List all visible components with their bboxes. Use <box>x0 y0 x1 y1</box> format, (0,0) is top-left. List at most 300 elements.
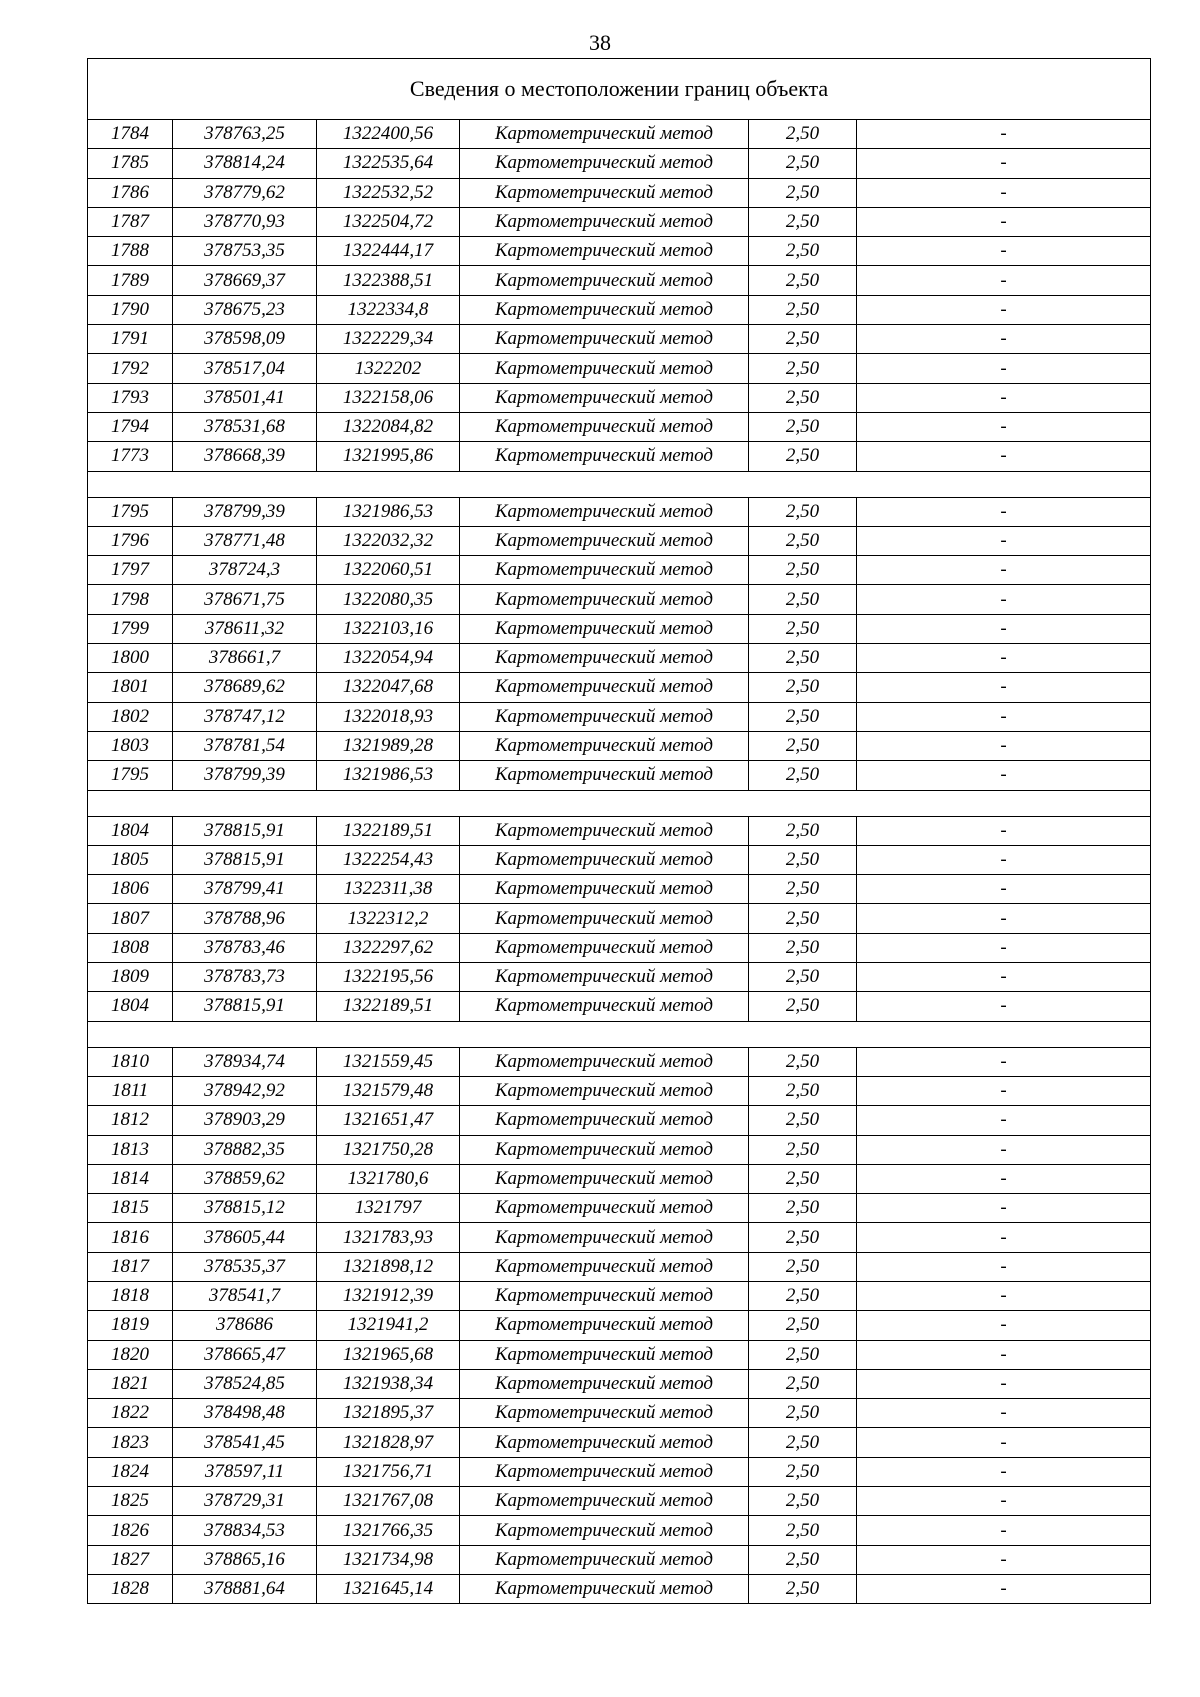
table-row <box>88 1076 1151 1105</box>
y-coordinate-cell: 1321938,34 <box>317 1369 460 1398</box>
accuracy-cell: 2,50 <box>749 1194 857 1223</box>
method-cell: Картометрический метод <box>460 1487 749 1516</box>
table-row <box>88 556 1151 585</box>
accuracy-cell: 2,50 <box>749 1369 857 1398</box>
y-coordinate-cell: 1321579,48 <box>317 1076 460 1105</box>
accuracy-cell: 2,50 <box>749 383 857 412</box>
point-number-cell: 1792 <box>88 354 173 383</box>
method-cell: Картометрический метод <box>460 1194 749 1223</box>
y-coordinate-cell: 1322504,72 <box>317 207 460 236</box>
point-number-cell: 1790 <box>88 295 173 324</box>
y-coordinate-cell: 1322084,82 <box>317 412 460 441</box>
accuracy-cell: 2,50 <box>749 963 857 992</box>
accuracy-cell: 2,50 <box>749 1106 857 1135</box>
description-cell: - <box>857 933 1151 962</box>
y-coordinate-cell: 1322535,64 <box>317 149 460 178</box>
x-coordinate-cell: 378942,92 <box>173 1076 317 1105</box>
table-row <box>88 1281 1151 1310</box>
x-coordinate-cell: 378815,91 <box>173 992 317 1021</box>
point-number-cell: 1787 <box>88 207 173 236</box>
y-coordinate-cell: 1322444,17 <box>317 237 460 266</box>
x-coordinate-cell: 378859,62 <box>173 1164 317 1193</box>
method-cell: Картометрический метод <box>460 497 749 526</box>
method-cell: Картометрический метод <box>460 731 749 760</box>
x-coordinate-cell: 378815,91 <box>173 816 317 845</box>
table-row <box>88 644 1151 673</box>
method-cell: Картометрический метод <box>460 933 749 962</box>
accuracy-cell: 2,50 <box>749 1076 857 1105</box>
contour-separator-row <box>88 471 1151 497</box>
description-cell: - <box>857 497 1151 526</box>
accuracy-cell: 2,50 <box>749 120 857 149</box>
description-cell: - <box>857 412 1151 441</box>
y-coordinate-cell: 1321766,35 <box>317 1516 460 1545</box>
method-cell: Картометрический метод <box>460 1311 749 1340</box>
accuracy-cell: 2,50 <box>749 933 857 962</box>
x-coordinate-cell: 378934,74 <box>173 1047 317 1076</box>
x-coordinate-cell: 378865,16 <box>173 1545 317 1574</box>
y-coordinate-cell: 1321756,71 <box>317 1457 460 1486</box>
y-coordinate-cell: 1321828,97 <box>317 1428 460 1457</box>
accuracy-cell: 2,50 <box>749 702 857 731</box>
y-coordinate-cell: 1321750,28 <box>317 1135 460 1164</box>
description-cell: - <box>857 120 1151 149</box>
method-cell: Картометрический метод <box>460 325 749 354</box>
table-row <box>88 497 1151 526</box>
x-coordinate-cell: 378686 <box>173 1311 317 1340</box>
table-row <box>88 1194 1151 1223</box>
point-number-cell: 1785 <box>88 149 173 178</box>
method-cell: Картометрический метод <box>460 1252 749 1281</box>
description-cell: - <box>857 1311 1151 1340</box>
method-cell: Картометрический метод <box>460 1516 749 1545</box>
point-number-cell: 1799 <box>88 614 173 643</box>
x-coordinate-cell: 378498,48 <box>173 1399 317 1428</box>
description-cell: - <box>857 295 1151 324</box>
description-cell: - <box>857 1369 1151 1398</box>
method-cell: Картометрический метод <box>460 1135 749 1164</box>
y-coordinate-cell: 1321912,39 <box>317 1281 460 1310</box>
point-number-cell: 1795 <box>88 761 173 790</box>
y-coordinate-cell: 1322312,2 <box>317 904 460 933</box>
y-coordinate-cell: 1321898,12 <box>317 1252 460 1281</box>
y-coordinate-cell: 1321651,47 <box>317 1106 460 1135</box>
method-cell: Картометрический метод <box>460 1428 749 1457</box>
x-coordinate-cell: 378665,47 <box>173 1340 317 1369</box>
x-coordinate-cell: 378781,54 <box>173 731 317 760</box>
method-cell: Картометрический метод <box>460 644 749 673</box>
table-row <box>88 904 1151 933</box>
method-cell: Картометрический метод <box>460 1545 749 1574</box>
method-cell: Картометрический метод <box>460 1369 749 1398</box>
y-coordinate-cell: 1322103,16 <box>317 614 460 643</box>
description-cell: - <box>857 1135 1151 1164</box>
accuracy-cell: 2,50 <box>749 412 857 441</box>
table-row <box>88 1135 1151 1164</box>
accuracy-cell: 2,50 <box>749 178 857 207</box>
accuracy-cell: 2,50 <box>749 1545 857 1574</box>
point-number-cell: 1823 <box>88 1428 173 1457</box>
description-cell: - <box>857 1194 1151 1223</box>
method-cell: Картометрический метод <box>460 1047 749 1076</box>
accuracy-cell: 2,50 <box>749 497 857 526</box>
accuracy-cell: 2,50 <box>749 1516 857 1545</box>
table-row <box>88 816 1151 845</box>
x-coordinate-cell: 378747,12 <box>173 702 317 731</box>
method-cell: Картометрический метод <box>460 673 749 702</box>
description-cell: - <box>857 1164 1151 1193</box>
table-row <box>88 1545 1151 1574</box>
x-coordinate-cell: 378783,46 <box>173 933 317 962</box>
y-coordinate-cell: 1322060,51 <box>317 556 460 585</box>
point-number-cell: 1811 <box>88 1076 173 1105</box>
method-cell: Картометрический метод <box>460 354 749 383</box>
x-coordinate-cell: 378661,7 <box>173 644 317 673</box>
accuracy-cell: 2,50 <box>749 644 857 673</box>
table-row <box>88 295 1151 324</box>
description-cell: - <box>857 1399 1151 1428</box>
point-number-cell: 1802 <box>88 702 173 731</box>
description-cell: - <box>857 614 1151 643</box>
description-cell: - <box>857 1076 1151 1105</box>
accuracy-cell: 2,50 <box>749 816 857 845</box>
accuracy-cell: 2,50 <box>749 731 857 760</box>
table-row <box>88 1340 1151 1369</box>
point-number-cell: 1804 <box>88 992 173 1021</box>
description-cell: - <box>857 761 1151 790</box>
description-cell: - <box>857 845 1151 874</box>
point-number-cell: 1809 <box>88 963 173 992</box>
method-cell: Картометрический метод <box>460 1106 749 1135</box>
method-cell: Картометрический метод <box>460 963 749 992</box>
y-coordinate-cell: 1321734,98 <box>317 1545 460 1574</box>
accuracy-cell: 2,50 <box>749 237 857 266</box>
y-coordinate-cell: 1322054,94 <box>317 644 460 673</box>
point-number-cell: 1822 <box>88 1399 173 1428</box>
description-cell: - <box>857 556 1151 585</box>
method-cell: Картометрический метод <box>460 526 749 555</box>
method-cell: Картометрический метод <box>460 614 749 643</box>
y-coordinate-cell: 1322080,35 <box>317 585 460 614</box>
table-row <box>88 1311 1151 1340</box>
table-title: Сведения о местоположении границ объекта <box>88 59 1151 120</box>
point-number-cell: 1803 <box>88 731 173 760</box>
y-coordinate-cell: 1322388,51 <box>317 266 460 295</box>
method-cell: Картометрический метод <box>460 295 749 324</box>
point-number-cell: 1810 <box>88 1047 173 1076</box>
description-cell: - <box>857 1428 1151 1457</box>
y-coordinate-cell: 1321783,93 <box>317 1223 460 1252</box>
description-cell: - <box>857 1574 1151 1603</box>
method-cell: Картометрический метод <box>460 992 749 1021</box>
table-row <box>88 875 1151 904</box>
accuracy-cell: 2,50 <box>749 761 857 790</box>
x-coordinate-cell: 378799,41 <box>173 875 317 904</box>
x-coordinate-cell: 378815,12 <box>173 1194 317 1223</box>
description-cell: - <box>857 673 1151 702</box>
point-number-cell: 1798 <box>88 585 173 614</box>
accuracy-cell: 2,50 <box>749 845 857 874</box>
accuracy-cell: 2,50 <box>749 442 857 471</box>
method-cell: Картометрический метод <box>460 845 749 874</box>
accuracy-cell: 2,50 <box>749 1281 857 1310</box>
description-cell: - <box>857 325 1151 354</box>
table-row <box>88 149 1151 178</box>
description-cell: - <box>857 904 1151 933</box>
accuracy-cell: 2,50 <box>749 526 857 555</box>
x-coordinate-cell: 378779,62 <box>173 178 317 207</box>
accuracy-cell: 2,50 <box>749 673 857 702</box>
point-number-cell: 1816 <box>88 1223 173 1252</box>
table-row <box>88 614 1151 643</box>
method-cell: Картометрический метод <box>460 702 749 731</box>
description-cell: - <box>857 816 1151 845</box>
point-number-cell: 1814 <box>88 1164 173 1193</box>
x-coordinate-cell: 378541,7 <box>173 1281 317 1310</box>
accuracy-cell: 2,50 <box>749 1457 857 1486</box>
table-row <box>88 1369 1151 1398</box>
x-coordinate-cell: 378611,32 <box>173 614 317 643</box>
description-cell: - <box>857 383 1151 412</box>
boundary-table-container <box>87 58 1150 1604</box>
contour-separator-cell <box>88 471 1151 497</box>
x-coordinate-cell: 378605,44 <box>173 1223 317 1252</box>
x-coordinate-cell: 378903,29 <box>173 1106 317 1135</box>
point-number-cell: 1813 <box>88 1135 173 1164</box>
page-number: 38 <box>589 30 611 55</box>
y-coordinate-cell: 1322400,56 <box>317 120 460 149</box>
accuracy-cell: 2,50 <box>749 556 857 585</box>
method-cell: Картометрический метод <box>460 412 749 441</box>
x-coordinate-cell: 378834,53 <box>173 1516 317 1545</box>
description-cell: - <box>857 266 1151 295</box>
y-coordinate-cell: 1322254,43 <box>317 845 460 874</box>
method-cell: Картометрический метод <box>460 383 749 412</box>
y-coordinate-cell: 1321780,6 <box>317 1164 460 1193</box>
accuracy-cell: 2,50 <box>749 1487 857 1516</box>
description-cell: - <box>857 1340 1151 1369</box>
accuracy-cell: 2,50 <box>749 904 857 933</box>
x-coordinate-cell: 378753,35 <box>173 237 317 266</box>
accuracy-cell: 2,50 <box>749 295 857 324</box>
method-cell: Картометрический метод <box>460 1574 749 1603</box>
point-number-cell: 1786 <box>88 178 173 207</box>
x-coordinate-cell: 378689,62 <box>173 673 317 702</box>
point-number-cell: 1808 <box>88 933 173 962</box>
accuracy-cell: 2,50 <box>749 992 857 1021</box>
accuracy-cell: 2,50 <box>749 1428 857 1457</box>
point-number-cell: 1788 <box>88 237 173 266</box>
method-cell: Картометрический метод <box>460 207 749 236</box>
x-coordinate-cell: 378882,35 <box>173 1135 317 1164</box>
point-number-cell: 1819 <box>88 1311 173 1340</box>
table-row <box>88 207 1151 236</box>
description-cell: - <box>857 963 1151 992</box>
y-coordinate-cell: 1322229,34 <box>317 325 460 354</box>
point-number-cell: 1821 <box>88 1369 173 1398</box>
method-cell: Картометрический метод <box>460 1223 749 1252</box>
point-number-cell: 1826 <box>88 1516 173 1545</box>
method-cell: Картометрический метод <box>460 585 749 614</box>
point-number-cell: 1789 <box>88 266 173 295</box>
table-row <box>88 963 1151 992</box>
method-cell: Картометрический метод <box>460 1457 749 1486</box>
table-row <box>88 1399 1151 1428</box>
table-body <box>88 59 1151 1604</box>
point-number-cell: 1815 <box>88 1194 173 1223</box>
point-number-cell: 1793 <box>88 383 173 412</box>
description-cell: - <box>857 178 1151 207</box>
x-coordinate-cell: 378597,11 <box>173 1457 317 1486</box>
method-cell: Картометрический метод <box>460 120 749 149</box>
x-coordinate-cell: 378669,37 <box>173 266 317 295</box>
y-coordinate-cell: 1322297,62 <box>317 933 460 962</box>
point-number-cell: 1807 <box>88 904 173 933</box>
y-coordinate-cell: 1322202 <box>317 354 460 383</box>
x-coordinate-cell: 378671,75 <box>173 585 317 614</box>
description-cell: - <box>857 1516 1151 1545</box>
y-coordinate-cell: 1321941,2 <box>317 1311 460 1340</box>
description-cell: - <box>857 875 1151 904</box>
y-coordinate-cell: 1321645,14 <box>317 1574 460 1603</box>
y-coordinate-cell: 1322195,56 <box>317 963 460 992</box>
description-cell: - <box>857 1457 1151 1486</box>
point-number-cell: 1812 <box>88 1106 173 1135</box>
y-coordinate-cell: 1322047,68 <box>317 673 460 702</box>
point-number-cell: 1801 <box>88 673 173 702</box>
accuracy-cell: 2,50 <box>749 354 857 383</box>
accuracy-cell: 2,50 <box>749 1164 857 1193</box>
description-cell: - <box>857 526 1151 555</box>
method-cell: Картометрический метод <box>460 816 749 845</box>
method-cell: Картометрический метод <box>460 1281 749 1310</box>
y-coordinate-cell: 1321797 <box>317 1194 460 1223</box>
contour-separator-cell <box>88 1021 1151 1047</box>
table-title-row <box>88 59 1151 120</box>
table-row <box>88 992 1151 1021</box>
description-cell: - <box>857 207 1151 236</box>
table-row <box>88 585 1151 614</box>
table-row <box>88 1223 1151 1252</box>
accuracy-cell: 2,50 <box>749 325 857 354</box>
x-coordinate-cell: 378675,23 <box>173 295 317 324</box>
method-cell: Картометрический метод <box>460 556 749 585</box>
method-cell: Картометрический метод <box>460 1076 749 1105</box>
point-number-cell: 1804 <box>88 816 173 845</box>
x-coordinate-cell: 378535,37 <box>173 1252 317 1281</box>
accuracy-cell: 2,50 <box>749 1574 857 1603</box>
table-row <box>88 1047 1151 1076</box>
point-number-cell: 1791 <box>88 325 173 354</box>
method-cell: Картометрический метод <box>460 761 749 790</box>
accuracy-cell: 2,50 <box>749 875 857 904</box>
table-row <box>88 731 1151 760</box>
x-coordinate-cell: 378770,93 <box>173 207 317 236</box>
description-cell: - <box>857 731 1151 760</box>
y-coordinate-cell: 1322189,51 <box>317 992 460 1021</box>
table-row <box>88 1574 1151 1603</box>
x-coordinate-cell: 378763,25 <box>173 120 317 149</box>
table-row <box>88 526 1151 555</box>
y-coordinate-cell: 1321986,53 <box>317 497 460 526</box>
table-row <box>88 1487 1151 1516</box>
point-number-cell: 1795 <box>88 497 173 526</box>
y-coordinate-cell: 1321767,08 <box>317 1487 460 1516</box>
table-row <box>88 673 1151 702</box>
point-number-cell: 1817 <box>88 1252 173 1281</box>
point-number-cell: 1820 <box>88 1340 173 1369</box>
point-number-cell: 1828 <box>88 1574 173 1603</box>
y-coordinate-cell: 1322189,51 <box>317 816 460 845</box>
description-cell: - <box>857 1047 1151 1076</box>
x-coordinate-cell: 378783,73 <box>173 963 317 992</box>
accuracy-cell: 2,50 <box>749 1399 857 1428</box>
y-coordinate-cell: 1322032,32 <box>317 526 460 555</box>
boundary-table <box>87 58 1151 1604</box>
table-row <box>88 1252 1151 1281</box>
y-coordinate-cell: 1322158,06 <box>317 383 460 412</box>
point-number-cell: 1818 <box>88 1281 173 1310</box>
point-number-cell: 1825 <box>88 1487 173 1516</box>
table-row <box>88 442 1151 471</box>
point-number-cell: 1827 <box>88 1545 173 1574</box>
x-coordinate-cell: 378815,91 <box>173 845 317 874</box>
description-cell: - <box>857 1281 1151 1310</box>
point-number-cell: 1806 <box>88 875 173 904</box>
method-cell: Картометрический метод <box>460 178 749 207</box>
description-cell: - <box>857 442 1151 471</box>
y-coordinate-cell: 1322018,93 <box>317 702 460 731</box>
accuracy-cell: 2,50 <box>749 1047 857 1076</box>
description-cell: - <box>857 585 1151 614</box>
point-number-cell: 1797 <box>88 556 173 585</box>
x-coordinate-cell: 378541,45 <box>173 1428 317 1457</box>
table-row <box>88 266 1151 295</box>
y-coordinate-cell: 1321895,37 <box>317 1399 460 1428</box>
description-cell: - <box>857 644 1151 673</box>
table-row <box>88 354 1151 383</box>
table-row <box>88 412 1151 441</box>
point-number-cell: 1800 <box>88 644 173 673</box>
point-number-cell: 1794 <box>88 412 173 441</box>
table-row <box>88 178 1151 207</box>
method-cell: Картометрический метод <box>460 442 749 471</box>
method-cell: Картометрический метод <box>460 266 749 295</box>
x-coordinate-cell: 378788,96 <box>173 904 317 933</box>
y-coordinate-cell: 1321995,86 <box>317 442 460 471</box>
table-row <box>88 933 1151 962</box>
accuracy-cell: 2,50 <box>749 266 857 295</box>
x-coordinate-cell: 378524,85 <box>173 1369 317 1398</box>
table-row <box>88 1516 1151 1545</box>
x-coordinate-cell: 378729,31 <box>173 1487 317 1516</box>
description-cell: - <box>857 237 1151 266</box>
accuracy-cell: 2,50 <box>749 1340 857 1369</box>
y-coordinate-cell: 1322532,52 <box>317 178 460 207</box>
y-coordinate-cell: 1322311,38 <box>317 875 460 904</box>
accuracy-cell: 2,50 <box>749 614 857 643</box>
table-row <box>88 702 1151 731</box>
x-coordinate-cell: 378799,39 <box>173 497 317 526</box>
table-row <box>88 761 1151 790</box>
method-cell: Картометрический метод <box>460 1399 749 1428</box>
table-row <box>88 1164 1151 1193</box>
accuracy-cell: 2,50 <box>749 1135 857 1164</box>
accuracy-cell: 2,50 <box>749 1311 857 1340</box>
x-coordinate-cell: 378501,41 <box>173 383 317 412</box>
description-cell: - <box>857 992 1151 1021</box>
x-coordinate-cell: 378598,09 <box>173 325 317 354</box>
